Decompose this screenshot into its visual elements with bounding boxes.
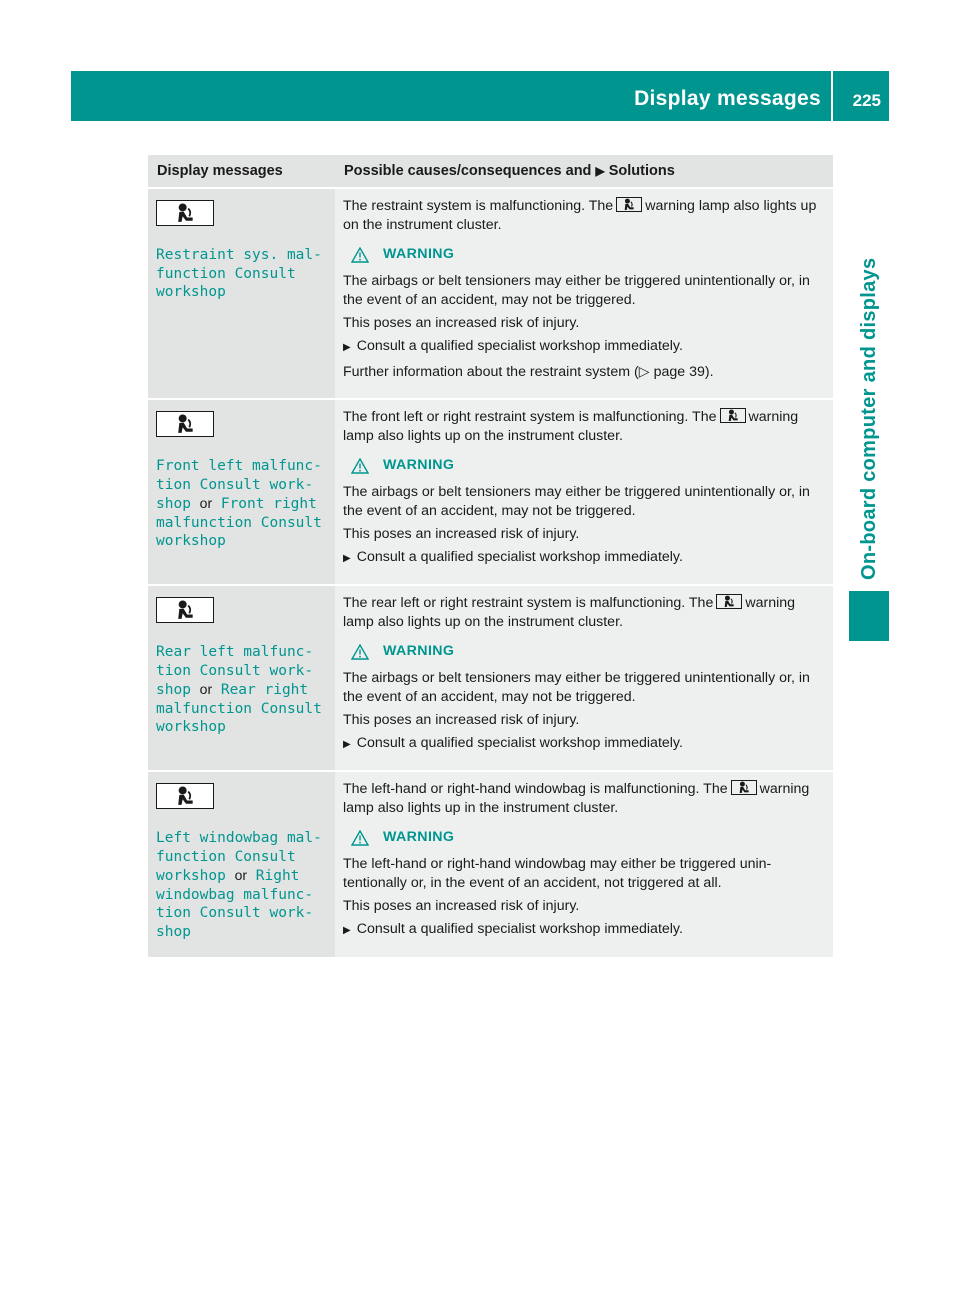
action-item: ▶ Consult a qualified specialist workshop immediately.: [343, 338, 683, 354]
airbag-warning-icon: [616, 197, 642, 212]
cause-text: The left-hand or right-hand windowbag is malfunctioning. The warning lamp also lights up in the instrument cluster.: [343, 781, 810, 816]
display-message-cell: [148, 399, 335, 585]
warning-heading: WARNING: [351, 828, 825, 847]
warning-heading: WARNING: [351, 245, 825, 264]
warning-text: The airbags or belt tensioners may either be triggered unintentionally or, in the event of an accident, may not be triggered.: [343, 273, 810, 308]
warning-text: The airbags or belt tensioners may either be triggered unintentionally or, in the event of an accident, may not be triggered.: [343, 484, 810, 519]
section-marker: [849, 591, 889, 641]
action-item: ▶ Consult a qualified specialist workshop immediately.: [343, 549, 683, 565]
airbag-warning-icon: [156, 200, 214, 226]
action-item: ▶ Consult a qualified specialist workshop immediately.: [343, 921, 683, 937]
warning-triangle-icon: [351, 458, 369, 474]
risk-text: This poses an increased risk of injury.: [343, 526, 580, 542]
arrow-right-icon: ▶: [343, 925, 351, 936]
table-row: [148, 771, 833, 958]
table-header-row: [148, 155, 833, 188]
table-row: [148, 585, 833, 771]
airbag-warning-icon: [731, 780, 757, 795]
page-reference-link[interactable]: page 39: [653, 364, 705, 380]
solution-cell: [335, 585, 833, 771]
arrow-right-icon: ▶: [595, 164, 605, 178]
cause-text: The front left or right restraint system is malfunctioning. The warning lamp also lights up on the instrument cluster.: [343, 409, 799, 444]
cause-text: The restraint system is malfunctioning. The warning lamp also lights up on the instrument cluster.: [343, 198, 817, 233]
display-message-cell: [148, 188, 335, 399]
cause-text: The rear left or right restraint system is malfunctioning. The warning lamp also lights up on the instrument cluster.: [343, 595, 796, 630]
further-info: Further information about the restraint system (▷ page 39).: [343, 364, 714, 380]
solution-cell: [335, 188, 833, 399]
airbag-warning-icon: [720, 408, 746, 423]
risk-text: This poses an increased risk of injury.: [343, 712, 580, 728]
warning-text: The left-hand or right-hand windowbag may either be triggered unin- tentionally or, in the event of an accident, not triggered at all.: [343, 856, 772, 891]
display-message-cell: [148, 771, 335, 958]
page-number: 225: [852, 91, 881, 110]
warning-heading: WARNING: [351, 456, 825, 475]
warning-triangle-icon: [351, 247, 369, 263]
warning-triangle-icon: [351, 830, 369, 846]
display-messages-table: [148, 155, 833, 959]
column-header-solutions: Possible causes/consequences and ▶ Solutions: [335, 155, 833, 188]
display-message-text: Restraint sys. mal‐ function Consult workshop: [156, 247, 322, 300]
warning-heading: WARNING: [351, 642, 825, 661]
table-row: [148, 188, 833, 399]
header-separator: [831, 71, 833, 121]
warning-triangle-icon: [351, 644, 369, 660]
solution-cell: [335, 399, 833, 585]
table-row: [148, 399, 833, 585]
section-title: On-board computer and displays: [858, 257, 880, 580]
arrow-right-icon: ▶: [343, 342, 351, 353]
display-message-text: Left windowbag mal‐ function Consult workshop or Right windowbag malfunc‐ tion Consult work‐ shop: [156, 830, 322, 940]
display-message-cell: [148, 585, 335, 771]
risk-text: This poses an increased risk of injury.: [343, 898, 580, 914]
arrow-right-icon: ▶: [343, 739, 351, 750]
display-message-text: Front left malfunc‐ tion Consult work‐ shop or Front right malfunction Consult workshop: [156, 458, 322, 549]
risk-text: This poses an increased risk of injury.: [343, 315, 580, 331]
warning-text: The airbags or belt tensioners may either be triggered unintentionally or, in the event of an accident, may not be triggered.: [343, 670, 810, 705]
solution-cell: [335, 771, 833, 958]
airbag-warning-icon: [156, 411, 214, 437]
header-bar: [71, 71, 889, 121]
airbag-warning-icon: [156, 783, 214, 809]
action-item: ▶ Consult a qualified specialist workshop immediately.: [343, 735, 683, 751]
arrow-right-icon: ▶: [343, 553, 351, 564]
page-reference-icon: ▷: [638, 364, 654, 380]
airbag-warning-icon: [716, 594, 742, 609]
display-message-text: Rear left malfunc‐ tion Consult work‐ shop or Rear right malfunction Consult workshop: [156, 644, 322, 735]
column-header-messages: Display messages: [148, 155, 335, 188]
airbag-warning-icon: [156, 597, 214, 623]
header-title: Display messages: [634, 87, 821, 110]
